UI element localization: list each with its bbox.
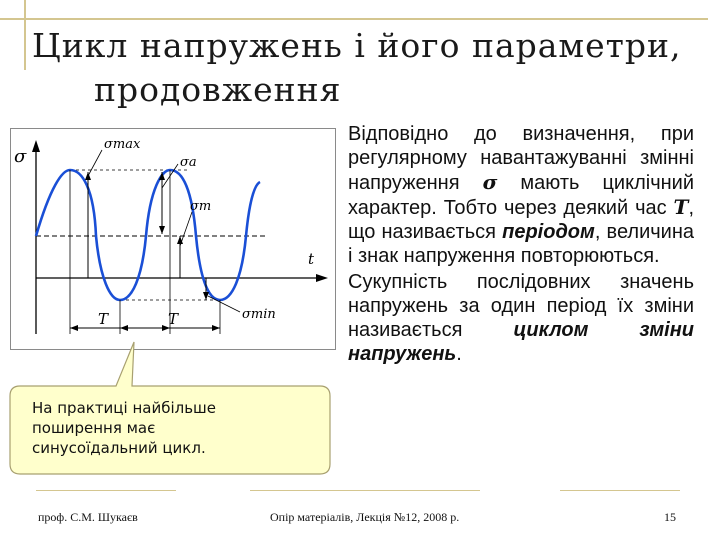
paragraph-2 [348,270,694,366]
sigma-min-label: σmin [242,307,276,322]
sigma-max-label: σmax [104,137,141,152]
sigma-a-label: σa [180,155,197,170]
left-rule [24,0,26,70]
p2-part-a: Сукупність послідовних значень напружень за один період їх зміни називається [348,271,694,341]
p1-part-a: Відповідно до визначення, при регулярному навантажуванні змінні напруження [348,123,694,194]
callout-text: На практиці найбільше поширення має синусоїдальний цикл. [32,399,216,457]
footer-page-number: 15 [664,510,676,524]
sigma-axis-label: σ [14,146,27,167]
slide-title [32,24,712,112]
body-text [348,122,694,366]
paragraph-1 [348,122,694,268]
p1-part-c: , що називається [348,197,694,243]
footer-course: Опір матеріалів, Лекція №12, 2008 р. [270,510,460,524]
p1-T-symbol: T [673,195,689,219]
p1-period-term: періодом [502,221,595,243]
t-axis-label: t [308,250,315,268]
footer-rule-left [36,490,176,491]
p1-part-d: , величина і знак напруження повторюються. [348,221,695,267]
p1-part-b: мають циклічний характер. Тобто через деякий час [348,172,694,219]
p1-sigma-symbol: σ [482,170,498,194]
footer-rule-center [250,490,480,491]
period-label-2: T [168,310,179,328]
top-rule [0,18,708,20]
title-line-1: Цикл напружень і його параметри, [32,26,682,65]
p2-cycle-term: циклом зміни напружень [348,319,694,365]
footer-author: проф. С.М. Шукаєв [38,510,138,524]
stress-cycle-diagram [10,128,336,350]
period-label-1: T [98,310,109,328]
sigma-m-label: σm [190,199,212,214]
footer-rule-right [560,490,680,491]
p2-part-b: . [456,343,462,365]
title-line-2: продовження [94,70,342,109]
